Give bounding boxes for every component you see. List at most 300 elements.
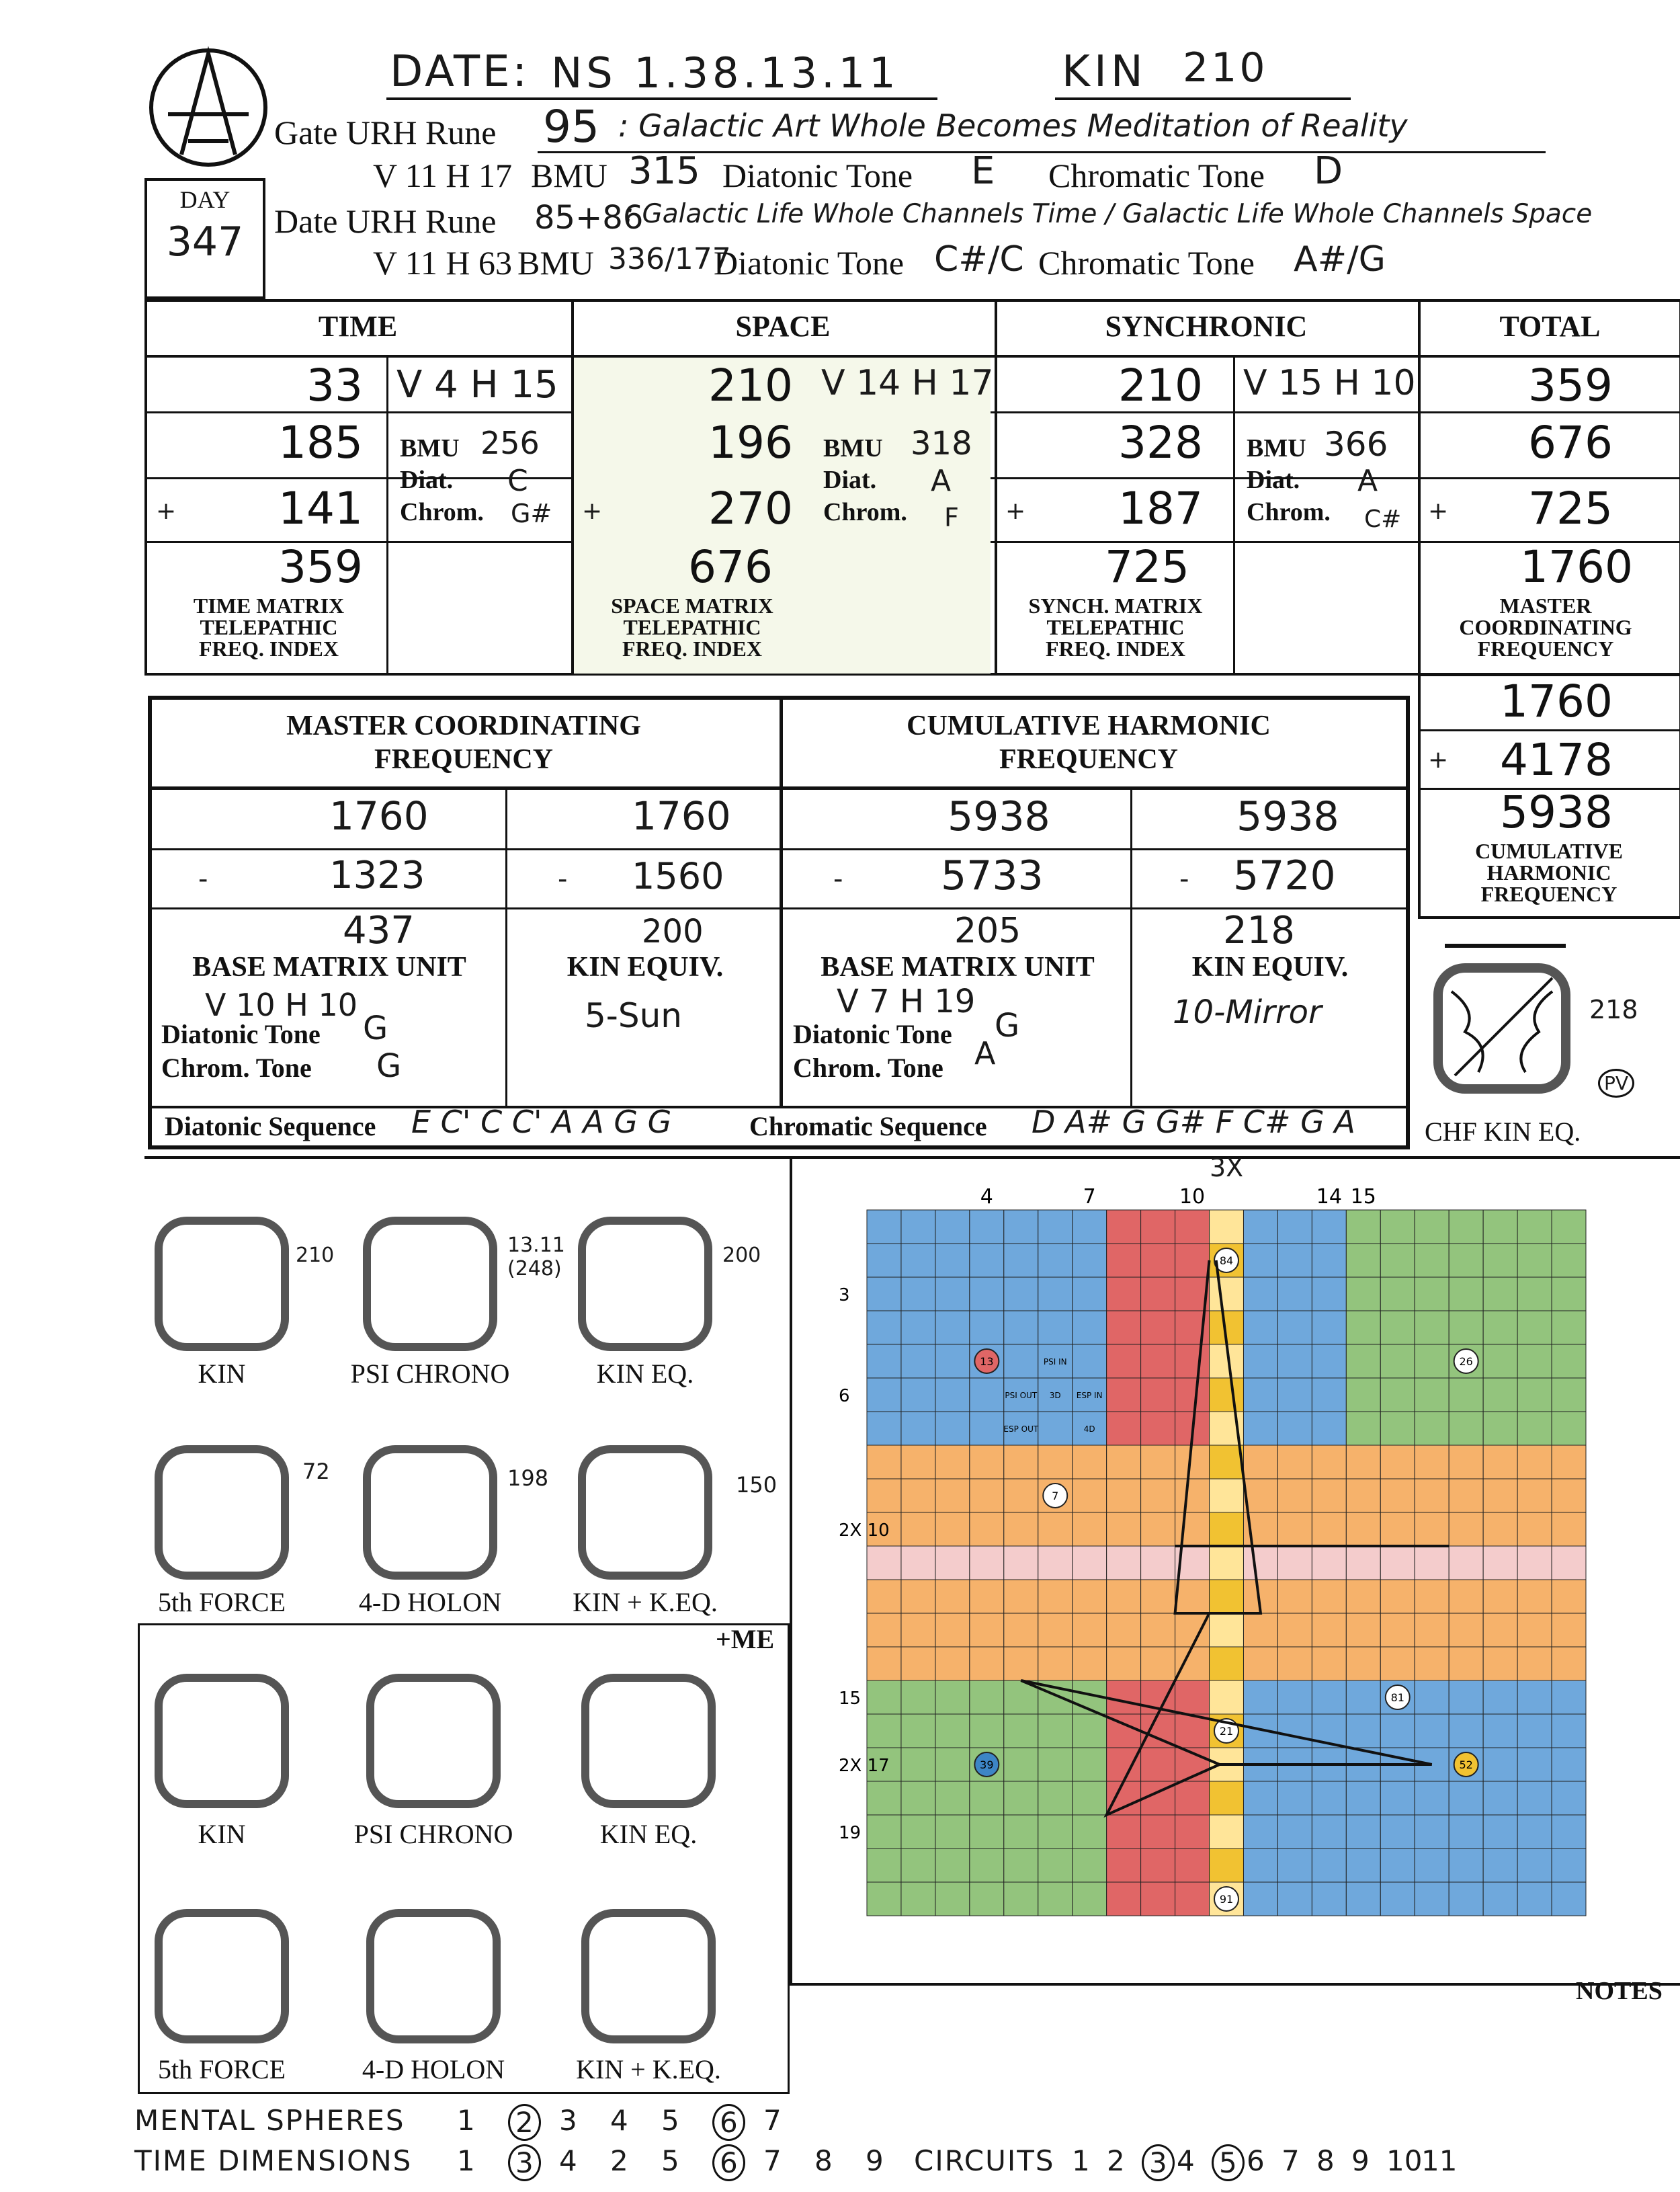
column-mark: 15 (1350, 1185, 1376, 1209)
matrix-cell (1449, 1613, 1483, 1647)
space-value-a: 210 (708, 360, 793, 411)
footer-number: 1 (457, 2104, 475, 2137)
divider (1418, 729, 1680, 731)
footer-number: 2 (1107, 2144, 1125, 2177)
date-bmu-value: 336/177 (608, 242, 731, 276)
matrix-cell (1038, 1546, 1073, 1580)
matrix-cell (1483, 1378, 1517, 1412)
matrix-cell (970, 1680, 1004, 1714)
chf-top-value: 1760 (1500, 676, 1613, 727)
fifth-force-label: 5th FORCE (157, 1587, 286, 1617)
total-value-c: 725 (1528, 483, 1613, 534)
space-header: SPACE (735, 310, 831, 343)
matrix-cell (1517, 1580, 1552, 1613)
matrix-cell (1552, 1412, 1586, 1445)
matrix-cell (1312, 1647, 1346, 1680)
psi-label: PSI OUT (1005, 1391, 1038, 1400)
sync-value-c: 187 (1118, 483, 1203, 534)
matrix-cell (1107, 1412, 1141, 1445)
matrix-cell (1073, 1512, 1107, 1546)
matrix-top-mark: 3X (1210, 1153, 1244, 1182)
day-label: DAY (179, 186, 230, 213)
matrix-cell (1004, 1815, 1038, 1849)
matrix-cell (935, 1546, 970, 1580)
matrix-cell (1449, 1210, 1483, 1244)
matrix-cell (901, 1512, 935, 1546)
matrix-cell (1004, 1647, 1038, 1680)
chf-minus-1: 5733 (941, 852, 1044, 899)
matrix-cell (935, 1311, 970, 1344)
space-diat-label: Diat. (823, 466, 877, 494)
matrix-cell (1107, 1882, 1141, 1916)
kin-plus-keq-glyph (578, 1445, 712, 1580)
me-fifth-force-glyph (155, 1909, 289, 2043)
matrix-cell (1483, 1815, 1517, 1849)
matrix-cell (1073, 1815, 1107, 1849)
matrix-cell (1312, 1378, 1346, 1412)
bmu-right-diat: G (995, 1007, 1020, 1045)
matrix-cell (970, 1546, 1004, 1580)
time-dimensions-label: TIME DIMENSIONS (134, 2144, 413, 2177)
matrix-cell (1552, 1378, 1586, 1412)
matrix-cell (1483, 1344, 1517, 1378)
matrix-cell (901, 1580, 935, 1613)
matrix-cell (901, 1244, 935, 1277)
footer-number: 9 (1351, 2144, 1370, 2177)
mcf-header: MASTER COORDINATING FREQUENCY (286, 711, 641, 776)
matrix-cell (867, 1344, 901, 1378)
psi-label: ESP OUT (1003, 1424, 1039, 1434)
matrix-cell (1380, 1647, 1415, 1680)
footer-number: 6 (1247, 2144, 1265, 2177)
day-box (144, 178, 265, 299)
matrix-cell (1483, 1613, 1517, 1647)
psi-chrono-note: 13.11 (248) (507, 1233, 565, 1281)
matrix-cell (1312, 1311, 1346, 1344)
matrix-cell (1277, 1378, 1312, 1412)
matrix-cell (935, 1613, 970, 1647)
minus-sign: - (833, 864, 843, 895)
matrix-cell (1277, 1311, 1312, 1344)
matrix-cell (1038, 1815, 1073, 1849)
matrix-cell (1380, 1849, 1415, 1882)
mcf-value-2: 1760 (632, 793, 731, 839)
psi-chrono-glyph (363, 1217, 497, 1351)
date-label: DATE: (390, 47, 530, 97)
matrix-cell (1277, 1580, 1312, 1613)
matrix-cell (1483, 1748, 1517, 1781)
matrix-cell (1038, 1647, 1073, 1680)
matrix-cell (1141, 1815, 1175, 1849)
matrix-cell (1107, 1680, 1141, 1714)
footer-number: 8 (1316, 2144, 1335, 2177)
matrix-cell (1175, 1512, 1210, 1546)
matrix-cell (1346, 1714, 1380, 1748)
matrix-cell (1312, 1244, 1346, 1277)
footer-number: 3 (559, 2104, 577, 2137)
chf-header: CUMULATIVE HARMONIC FREQUENCY (907, 711, 1271, 776)
matrix-cell (1552, 1882, 1586, 1916)
date-diatonic-label: Diatonic Tone (714, 244, 905, 282)
matrix-cell (1073, 1849, 1107, 1882)
matrix-cell (935, 1344, 970, 1378)
matrix-cell (1483, 1647, 1517, 1680)
me-kin-glyph (155, 1674, 289, 1808)
matrix-cell (1004, 1210, 1038, 1244)
psi-chrono-label: PSI CHRONO (350, 1358, 510, 1389)
matrix-cell (1552, 1479, 1586, 1512)
matrix-cell (1483, 1479, 1517, 1512)
matrix-cell (1038, 1512, 1073, 1546)
row-mark: 19 (839, 1823, 862, 1843)
matrix-cell (1346, 1378, 1380, 1412)
space-bmu-value: 318 (911, 425, 972, 462)
matrix-cell (1038, 1210, 1073, 1244)
matrix-cell (970, 1714, 1004, 1748)
time-vh: V 4 H 15 (396, 363, 558, 407)
matrix-cell (1107, 1311, 1141, 1344)
matrix-cell (901, 1882, 935, 1916)
matrix-cell (901, 1445, 935, 1479)
matrix-cell (1277, 1512, 1312, 1546)
matrix-cell (1210, 1378, 1244, 1412)
matrix-cell (1141, 1882, 1175, 1916)
kin-plus-keq-note: 150 (736, 1472, 778, 1498)
matrix-cell (1107, 1445, 1141, 1479)
matrix-cell (970, 1815, 1004, 1849)
matrix-cell (1449, 1580, 1483, 1613)
psi-label: 3D (1049, 1391, 1061, 1400)
matrix-cell (1312, 1815, 1346, 1849)
footer-number: 3 (508, 2144, 541, 2181)
matrix-cell (1175, 1580, 1210, 1613)
matrix-cell (1038, 1714, 1073, 1748)
matrix-cell (1107, 1378, 1141, 1412)
matrix-cell (970, 1311, 1004, 1344)
me-label: +ME (716, 1624, 775, 1654)
chf-kin-eq-tag: PV (1598, 1069, 1634, 1098)
matrix-cell (1210, 1781, 1244, 1815)
diatonic-seq-label: Diatonic Sequence (165, 1111, 376, 1141)
matrix-cell (1004, 1546, 1038, 1580)
matrix-cell (1073, 1311, 1107, 1344)
diatonic-seq-value: E C' C C' A A G G (411, 1104, 672, 1140)
circle-label: 13 (980, 1355, 994, 1368)
footer-number: 7 (1282, 2144, 1300, 2177)
matrix-cell (1141, 1311, 1175, 1344)
matrix-cell (1210, 1680, 1244, 1714)
matrix-cell (1073, 1210, 1107, 1244)
glyph-section-divider (790, 1156, 792, 1983)
matrix-cell (1415, 1512, 1449, 1546)
matrix-cell (1277, 1849, 1312, 1882)
matrix-cell (867, 1412, 901, 1445)
matrix-cell (1346, 1479, 1380, 1512)
matrix-cell (1277, 1277, 1312, 1311)
matrix-cell (1243, 1311, 1277, 1344)
chromatic-seq-label: Chromatic Sequence (749, 1111, 987, 1141)
matrix-cell (1141, 1613, 1175, 1647)
matrix-cell (1243, 1445, 1277, 1479)
matrix-cell (867, 1445, 901, 1479)
matrix-cell (1380, 1210, 1415, 1244)
matrix-cell (1141, 1378, 1175, 1412)
date-chromatic-label: Chromatic Tone (1038, 244, 1255, 282)
psi-label: ESP IN (1076, 1391, 1103, 1400)
matrix-cell (1210, 1445, 1244, 1479)
minus-sign: - (198, 864, 208, 895)
matrix-grid (833, 1183, 1593, 1929)
matrix-cell (1346, 1445, 1380, 1479)
matrix-cell (1004, 1849, 1038, 1882)
matrix-cell (935, 1512, 970, 1546)
row-mark: 6 (839, 1386, 850, 1406)
matrix-cell (1517, 1445, 1552, 1479)
matrix-cell (1415, 1580, 1449, 1613)
footer-number: 8 (814, 2144, 833, 2177)
matrix-cell (901, 1613, 935, 1647)
kin-label: KIN (1062, 47, 1147, 97)
matrix-cell (867, 1546, 901, 1580)
matrix-cell (935, 1680, 970, 1714)
day-value: 347 (166, 218, 244, 266)
matrix-cell (1483, 1882, 1517, 1916)
matrix-cell (1107, 1849, 1141, 1882)
matrix-cell (1004, 1748, 1038, 1781)
me-kin-plus-keq-label: KIN + K.EQ. (576, 2054, 721, 2084)
matrix-cell (1552, 1277, 1586, 1311)
matrix-cell (1449, 1882, 1483, 1916)
chf-result-1: 205 (954, 911, 1021, 951)
circuits-label: CIRCUITS (914, 2144, 1055, 2177)
matrix-cell (901, 1210, 935, 1244)
matrix-cell (1175, 1378, 1210, 1412)
matrix-cell (1004, 1277, 1038, 1311)
matrix-cell (1004, 1882, 1038, 1916)
matrix-cell (935, 1647, 970, 1680)
matrix-cell (1312, 1479, 1346, 1512)
matrix-cell (1312, 1613, 1346, 1647)
kin-glyph-label: KIN (198, 1358, 246, 1389)
matrix-cell (1312, 1344, 1346, 1378)
matrix-cell (1243, 1344, 1277, 1378)
matrix-cell (1346, 1512, 1380, 1546)
matrix-cell (1380, 1714, 1415, 1748)
chf-result-value: 5938 (1500, 786, 1613, 838)
matrix-cell (1415, 1647, 1449, 1680)
sync-value-a: 210 (1118, 360, 1203, 411)
matrix-cell (867, 1378, 901, 1412)
matrix-cell (1038, 1748, 1073, 1781)
matrix-cell (970, 1412, 1004, 1445)
sync-diat-label: Diat. (1247, 466, 1300, 494)
anarchy-logo (141, 40, 276, 175)
bmu-left-vh: V 10 H 10 (205, 987, 358, 1023)
matrix-cell (970, 1613, 1004, 1647)
circle-label: 91 (1219, 1893, 1234, 1906)
me-psi-chrono-label: PSI CHRONO (353, 1819, 513, 1849)
psi-label: 4D (1083, 1424, 1095, 1434)
matrix-cell (1073, 1244, 1107, 1277)
matrix-cell (867, 1479, 901, 1512)
kin-equiv-left: 5-Sun (585, 996, 682, 1035)
matrix-cell (1380, 1378, 1415, 1412)
matrix-cell (1107, 1647, 1141, 1680)
sync-bmu-label: BMU (1247, 434, 1306, 462)
date-diatonic-value: C#/C (934, 239, 1024, 280)
space-bmu-label: BMU (823, 434, 883, 462)
matrix-cell (1243, 1849, 1277, 1882)
matrix-cell (1038, 1613, 1073, 1647)
chf-kin-eq-label: CHF KIN EQ. (1425, 1117, 1581, 1147)
matrix-cell (1277, 1882, 1312, 1916)
me-4d-holon-label: 4-D HOLON (362, 2054, 505, 2084)
me-kin-label: KIN (198, 1819, 246, 1849)
matrix-cell (1380, 1613, 1415, 1647)
matrix-cell (1346, 1244, 1380, 1277)
psi-label: PSI IN (1043, 1357, 1067, 1367)
matrix-cell (1277, 1344, 1312, 1378)
column-mark: 4 (980, 1185, 993, 1209)
sync-vh: V 15 H 10 (1243, 363, 1416, 403)
matrix-cell (1038, 1244, 1073, 1277)
matrix-cell (935, 1748, 970, 1781)
matrix-cell (970, 1244, 1004, 1277)
matrix-cell (1483, 1210, 1517, 1244)
bmu-left-chrom: G (376, 1047, 402, 1085)
matrix-cell (1004, 1781, 1038, 1815)
matrix-cell (1243, 1277, 1277, 1311)
matrix-cell (1038, 1882, 1073, 1916)
matrix-cell (1449, 1512, 1483, 1546)
total-sum: 1760 (1520, 541, 1633, 593)
bmu-label-left: BASE MATRIX UNIT (192, 952, 466, 983)
fifth-force-note: 72 (302, 1459, 330, 1484)
matrix-cell (1483, 1680, 1517, 1714)
matrix-cell (1380, 1546, 1415, 1580)
matrix-cell (1243, 1882, 1277, 1916)
matrix-cell (1552, 1748, 1586, 1781)
matrix-cell (1415, 1244, 1449, 1277)
matrix-cell (1243, 1244, 1277, 1277)
circle-label: 21 (1219, 1725, 1234, 1738)
bmu-right-chrom: A (974, 1035, 996, 1071)
kin-glyph-note: 210 (296, 1244, 335, 1267)
matrix-cell (1449, 1647, 1483, 1680)
matrix-cell (1552, 1647, 1586, 1680)
matrix-cell (1210, 1210, 1244, 1244)
matrix-cell (970, 1849, 1004, 1882)
chf-value-2: 5938 (1236, 793, 1339, 840)
matrix-cell (1415, 1680, 1449, 1714)
matrix-cell (867, 1580, 901, 1613)
divider (148, 786, 1410, 790)
time-index-label: TIME MATRIX TELEPATHIC FREQ. INDEX (193, 594, 345, 661)
matrix-cell (1243, 1680, 1277, 1714)
matrix-cell (1517, 1546, 1552, 1580)
me-kin-plus-keq-glyph (581, 1909, 716, 2043)
me-psi-chrono-glyph (366, 1674, 501, 1808)
4d-holon-glyph (363, 1445, 497, 1580)
matrix-cell (1004, 1714, 1038, 1748)
matrix-cell (867, 1680, 901, 1714)
column-mark: 7 (1083, 1185, 1096, 1209)
chf-add-value: 4178 (1500, 734, 1613, 786)
matrix-cell (1004, 1311, 1038, 1344)
matrix-cell (1380, 1815, 1415, 1849)
matrix-cell (935, 1277, 970, 1311)
matrix-cell (970, 1378, 1004, 1412)
gate-chromatic-label: Chromatic Tone (1048, 157, 1265, 194)
matrix-cell (1415, 1714, 1449, 1748)
matrix-cell (867, 1781, 901, 1815)
matrix-cell (935, 1445, 970, 1479)
space-sum: 676 (688, 541, 773, 593)
chf-value-1: 5938 (948, 793, 1050, 840)
matrix-cell (1517, 1647, 1552, 1680)
circle-label: 7 (1052, 1490, 1059, 1502)
matrix-cell (1141, 1580, 1175, 1613)
matrix-cell (1346, 1849, 1380, 1882)
gate-diatonic-value: E (971, 149, 995, 193)
matrix-cell (1210, 1479, 1244, 1512)
matrix-cell (1277, 1445, 1312, 1479)
footer-number: 2 (508, 2104, 541, 2141)
matrix-cell (1552, 1781, 1586, 1815)
matrix-cell (867, 1849, 901, 1882)
matrix-cell (1380, 1781, 1415, 1815)
matrix-cell (901, 1311, 935, 1344)
plus-sign: + (1005, 497, 1026, 525)
matrix-cell (1141, 1647, 1175, 1680)
space-chrom-value: F (944, 503, 959, 532)
mcf-value-1: 1760 (329, 793, 429, 839)
matrix-cell (1004, 1344, 1038, 1378)
matrix-cell (935, 1781, 970, 1815)
plus-sign: + (582, 497, 603, 525)
matrix-cell (1073, 1714, 1107, 1748)
matrix-cell (1175, 1613, 1210, 1647)
matrix-cell (1380, 1344, 1415, 1378)
space-diat-value: A (931, 464, 952, 498)
footer-number: 10 (1386, 2144, 1423, 2177)
matrix-cell (1141, 1479, 1175, 1512)
matrix-cell (1483, 1512, 1517, 1546)
matrix-cell (935, 1882, 970, 1916)
matrix-cell (1073, 1647, 1107, 1680)
matrix-cell (1415, 1781, 1449, 1815)
matrix-cell (1346, 1344, 1380, 1378)
matrix-cell (1107, 1748, 1141, 1781)
matrix-cell (1552, 1680, 1586, 1714)
matrix-cell (1483, 1849, 1517, 1882)
matrix-cell (1073, 1748, 1107, 1781)
space-value-c: 270 (708, 483, 793, 534)
matrix-cell (901, 1714, 935, 1748)
matrix-cell (1312, 1580, 1346, 1613)
row-mark: 2X 10 (839, 1520, 890, 1541)
bmu-right-vh: V 7 H 19 (837, 983, 976, 1020)
matrix-cell (1243, 1546, 1277, 1580)
matrix-cell (970, 1445, 1004, 1479)
matrix-cell (1141, 1849, 1175, 1882)
space-value-b: 196 (708, 417, 793, 469)
matrix-cell (1073, 1580, 1107, 1613)
divider (1130, 786, 1132, 1106)
matrix-cell (1552, 1714, 1586, 1748)
matrix-cell (1483, 1580, 1517, 1613)
matrix-cell (1380, 1412, 1415, 1445)
